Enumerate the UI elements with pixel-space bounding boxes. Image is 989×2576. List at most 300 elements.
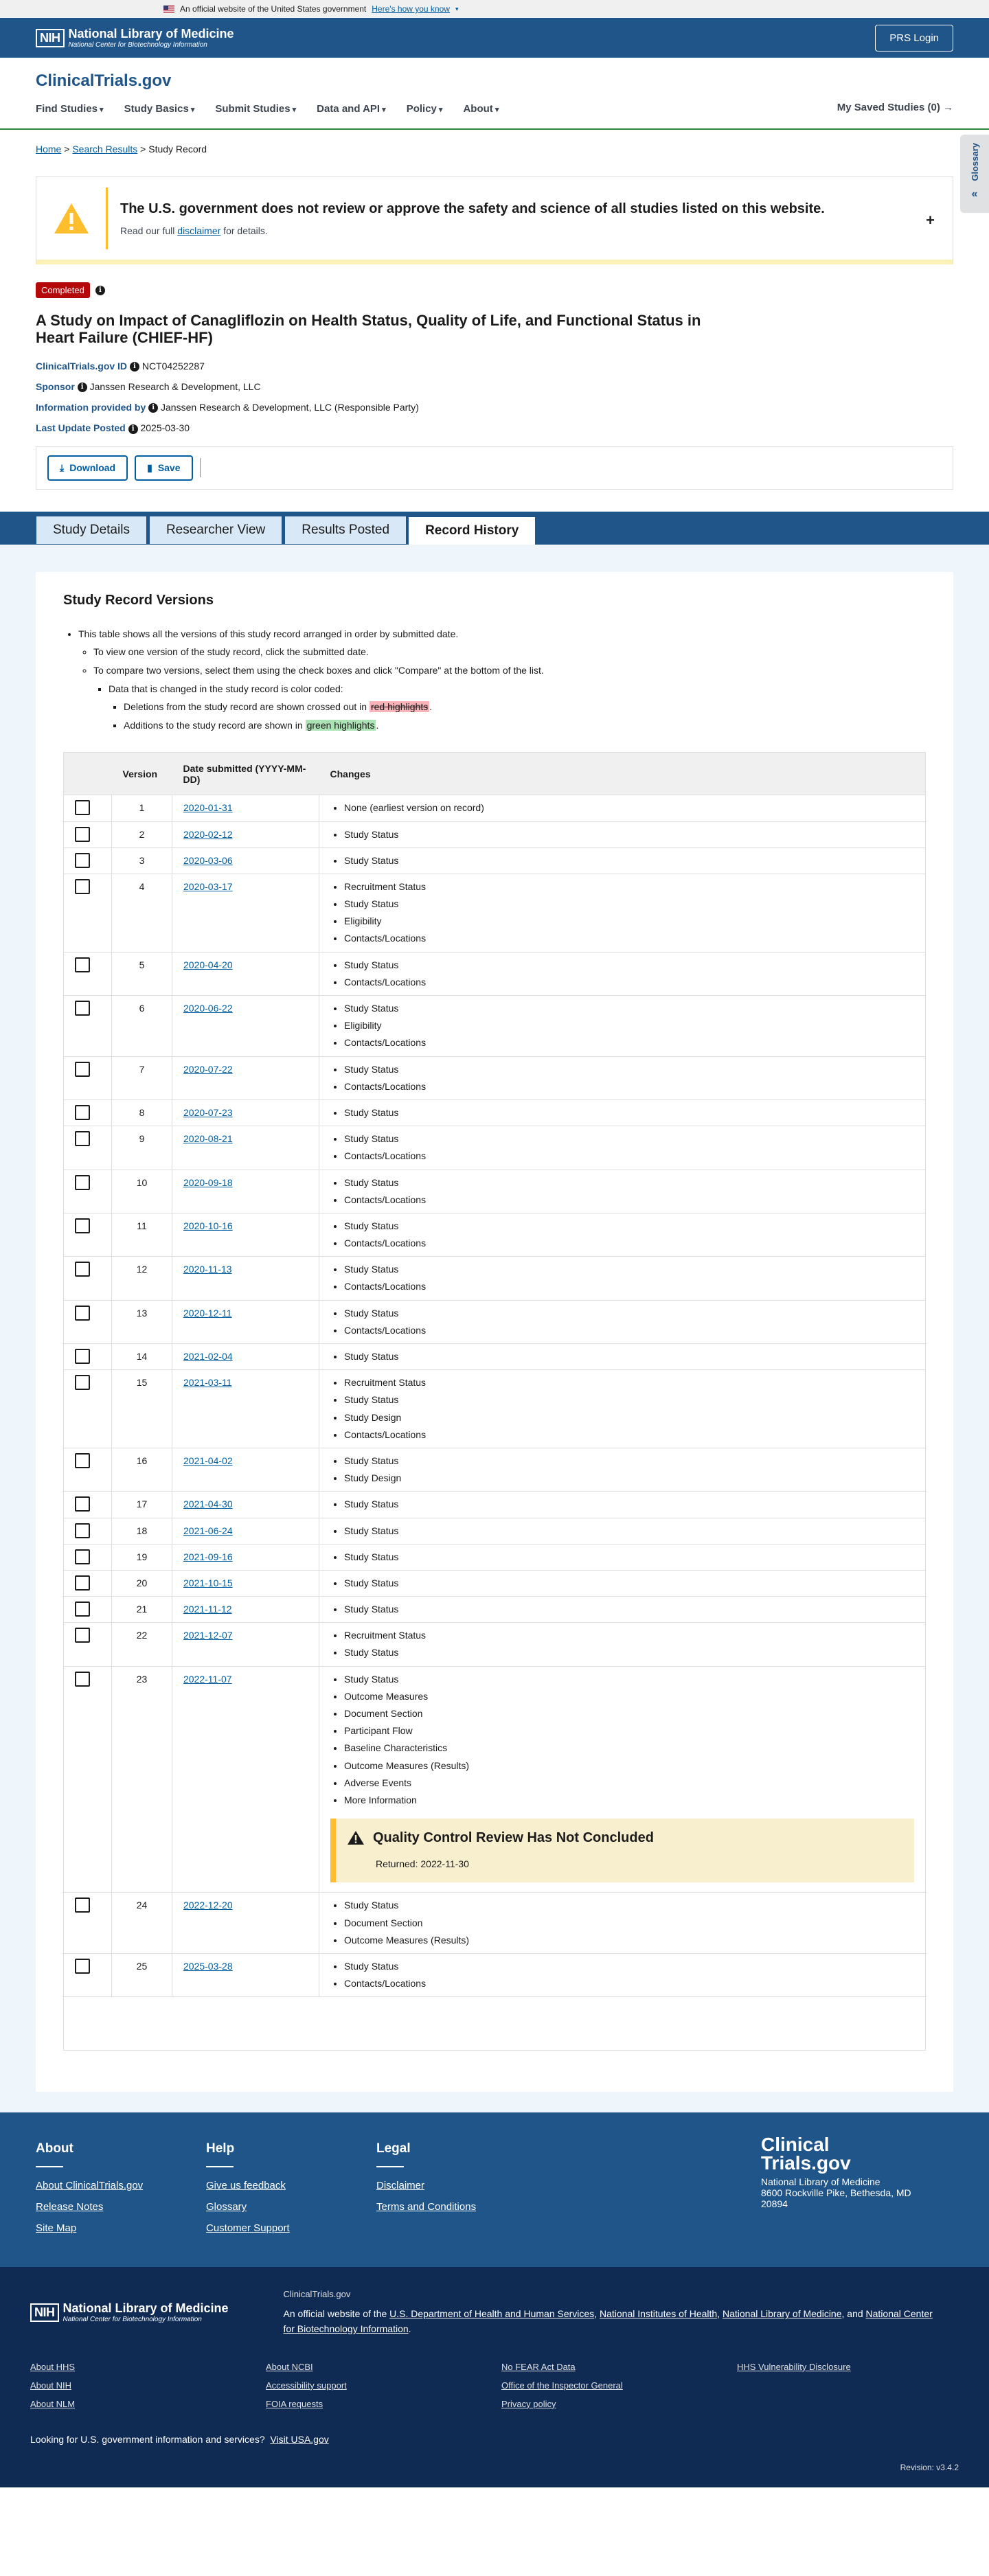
version-checkbox[interactable] [75, 1628, 90, 1643]
version-checkbox[interactable] [75, 1959, 90, 1974]
tab-record-history[interactable]: Record History [409, 514, 535, 545]
qc-title-row [347, 1825, 903, 1850]
footer-ct-logo[interactable] [761, 2136, 940, 2172]
changes-cell [319, 1099, 926, 1126]
changes-cell [319, 1448, 926, 1491]
version-date-link[interactable]: 2025-03-28 [183, 1960, 233, 1972]
version-checkbox[interactable] [75, 1602, 90, 1617]
download-label: Download [69, 462, 116, 474]
table-row [64, 821, 926, 847]
additions-text: Additions to the study record are shown in [124, 719, 306, 731]
clinicaltrials-logo[interactable]: ClinicalTrials.gov [36, 71, 172, 90]
intro-item-deletions: ▪ Deletions from the study record are shown crossed out in red highlights . [124, 698, 926, 716]
version-date-link[interactable]: 2021-02-04 [183, 1351, 233, 1363]
version-checkbox[interactable] [75, 1453, 90, 1468]
changes-cell [319, 1170, 926, 1213]
change-item: • Outcome Measures [344, 1688, 914, 1705]
change-item: • None (earliest version on record) [344, 799, 914, 817]
divider [200, 458, 201, 477]
breadcrumb-current: Study Record [148, 144, 207, 155]
version-number: 18 [112, 1518, 172, 1544]
change-item: • Study Design [344, 1409, 914, 1426]
version-number: 19 [112, 1544, 172, 1570]
table-row [64, 1893, 926, 1954]
ncbi-link[interactable]: National Center for Biotechnology Information [283, 2308, 933, 2335]
version-number: 9 [112, 1126, 172, 1170]
version-date-link[interactable]: 2021-12-07 [183, 1630, 233, 1641]
version-number: 20 [112, 1570, 172, 1596]
version-number: 15 [112, 1370, 172, 1448]
tab-study-details[interactable]: Study Details [36, 516, 147, 545]
version-checkbox[interactable] [75, 853, 90, 868]
heres-how-you-know-link[interactable]: Here's how you know [372, 4, 450, 14]
versions-heading: Study Record Versions [63, 592, 214, 608]
change-item: • More Information [344, 1792, 914, 1809]
change-item: • Study Status [344, 1305, 914, 1322]
date-cell [172, 874, 319, 952]
download-button[interactable] [47, 455, 128, 481]
version-date-link[interactable]: 2020-10-16 [183, 1220, 233, 1231]
footer-lower-link[interactable]: HHS Vulnerability Disclosure [737, 2361, 851, 2372]
prs-login-button[interactable]: PRS Login [875, 25, 953, 52]
changes-list [330, 1496, 914, 1513]
status-badge: Completed [36, 282, 90, 298]
saved-label: My Saved Studies (0) [837, 102, 940, 113]
footer-link[interactable]: Site Map [36, 2222, 77, 2235]
select-cell [64, 1257, 112, 1300]
alert-text-post: for details. [220, 225, 268, 236]
version-date-link[interactable]: 2020-03-06 [183, 854, 233, 866]
version-number: 3 [112, 847, 172, 874]
version-date-link[interactable]: 2021-11-12 [183, 1604, 232, 1615]
change-item: • Study Status [344, 1348, 914, 1365]
change-item: • Contacts/Locations [344, 1078, 914, 1095]
version-date-link[interactable]: 2021-04-30 [183, 1498, 233, 1510]
table-footer [64, 1997, 926, 2051]
page-area [0, 545, 989, 2113]
changes-list [330, 1374, 914, 1444]
change-item: • Study Status [344, 826, 914, 843]
changes-list [330, 1627, 914, 1661]
breadcrumb-search-results[interactable]: Search Results [72, 144, 138, 155]
changes-cell [319, 1056, 926, 1099]
table-row [64, 996, 926, 1057]
changes-list [330, 1104, 914, 1121]
footer-lower [0, 2267, 989, 2487]
select-cell [64, 1623, 112, 1666]
version-checkbox[interactable] [75, 879, 90, 894]
desc-and: and [847, 2308, 866, 2320]
version-date-link[interactable]: 2021-03-11 [183, 1377, 232, 1389]
date-cell [172, 1492, 319, 1518]
nav-study-basics[interactable]: Study Basics ▾ [124, 103, 195, 115]
select-cell [64, 1544, 112, 1570]
change-item: • Contacts/Locations [344, 930, 914, 947]
nih-mark: NIH [30, 2303, 59, 2322]
alert-text-pre: Read our full [120, 225, 178, 236]
version-date-link[interactable]: 2020-11-13 [183, 1264, 232, 1275]
version-checkbox[interactable] [75, 1062, 90, 1077]
changes-cell [319, 821, 926, 847]
hhs-link[interactable]: U.S. Department of Health and Human Services [389, 2308, 595, 2320]
changes-list [330, 1452, 914, 1487]
version-date-link[interactable]: 2021-10-15 [183, 1577, 233, 1588]
date-cell [172, 1623, 319, 1666]
warning-icon [36, 187, 108, 249]
arrow-right-icon: → [943, 102, 953, 113]
glossary-tab[interactable] [960, 135, 989, 213]
red-highlight-sample: red highlights [370, 701, 429, 713]
select-cell [64, 874, 112, 952]
date-cell [172, 1126, 319, 1170]
changes-cell [319, 1492, 926, 1518]
table-row [64, 1448, 926, 1491]
change-item: • Contacts/Locations [344, 1278, 914, 1295]
footer-lower-link[interactable]: About HHS [30, 2361, 76, 2372]
table-row [64, 1344, 926, 1370]
table-row [64, 1570, 926, 1596]
tab-results-posted[interactable]: Results Posted [284, 516, 407, 545]
version-date-link[interactable]: 2021-06-24 [183, 1525, 233, 1536]
version-checkbox[interactable] [75, 1131, 90, 1146]
version-checkbox[interactable] [75, 1496, 90, 1512]
change-item: • Contacts/Locations [344, 1148, 914, 1165]
changes-cell [319, 952, 926, 995]
breadcrumb: Home > Search Results > Study Record [36, 144, 207, 155]
nav-data-and-api[interactable]: Data and API ▾ [317, 103, 386, 115]
version-checkbox[interactable] [75, 800, 90, 815]
nav-about[interactable]: About ▾ [463, 103, 499, 115]
status-row [36, 282, 953, 298]
version-number: 23 [112, 1666, 172, 1893]
meta-sponsor [36, 381, 953, 392]
table-header-row [64, 753, 926, 795]
table-row [64, 1370, 926, 1448]
disclaimer-link[interactable]: disclaimer [177, 225, 221, 236]
changes-list [330, 1523, 914, 1540]
version-number: 24 [112, 1893, 172, 1954]
changes-cell [319, 1570, 926, 1596]
changes-cell [319, 874, 926, 952]
footer-nih-logo[interactable] [30, 2288, 229, 2337]
footer-address-1: National Library of Medicine [761, 2176, 880, 2188]
revision-text: Revision: v3.4.2 [900, 2463, 959, 2473]
expand-plus-icon[interactable]: + [926, 212, 935, 229]
footer-link[interactable]: Give us feedback [206, 2180, 286, 2192]
change-item: • Study Status [344, 1601, 914, 1618]
version-date-link[interactable]: 2020-03-17 [183, 880, 233, 892]
footer-link[interactable]: About ClinicalTrials.gov [36, 2180, 144, 2192]
info-value: Janssen Research & Development, LLC (Responsible Party) [161, 402, 419, 413]
footer-legal [376, 2141, 547, 2267]
table-row [64, 1170, 926, 1213]
version-date-link[interactable]: 2021-04-02 [183, 1455, 233, 1466]
select-cell [64, 1300, 112, 1343]
change-item: • Study Status [344, 1261, 914, 1278]
change-item: • Study Status [344, 896, 914, 913]
version-checkbox[interactable] [75, 1218, 90, 1233]
changes-cell [319, 1300, 926, 1343]
divider [376, 2166, 404, 2167]
version-date-link[interactable]: 2020-08-21 [183, 1133, 233, 1145]
changes-cell [319, 1344, 926, 1370]
changes-cell [319, 996, 926, 1057]
date-cell [172, 1953, 319, 1996]
breadcrumb-home[interactable]: Home [36, 144, 62, 155]
version-number: 1 [112, 795, 172, 821]
col-version: Version [112, 753, 172, 795]
table-row [64, 795, 926, 821]
changes-cell [319, 1518, 926, 1544]
footer-about-heading: About [36, 2141, 73, 2156]
version-checkbox[interactable] [75, 1349, 90, 1364]
nlm-link[interactable]: National Library of Medicine [722, 2308, 842, 2320]
date-cell [172, 1099, 319, 1126]
nih-logo[interactable] [36, 27, 234, 49]
select-cell [64, 1170, 112, 1213]
version-number: 6 [112, 996, 172, 1057]
green-highlight-sample: green highlights [306, 719, 375, 731]
table-row [64, 1056, 926, 1099]
version-checkbox[interactable] [75, 1001, 90, 1016]
version-number: 11 [112, 1213, 172, 1256]
footer-main [0, 2112, 989, 2267]
ncbi-name: National Center for Biotechnology Information [68, 41, 207, 49]
changes-list [330, 852, 914, 869]
change-item: • Study Status [344, 1523, 914, 1540]
select-cell [64, 1056, 112, 1099]
version-checkbox[interactable] [75, 1549, 90, 1564]
change-item: • Study Status [344, 1061, 914, 1078]
changes-list [330, 1000, 914, 1052]
table-row [64, 1300, 926, 1343]
select-cell [64, 996, 112, 1057]
changes-list [330, 1174, 914, 1209]
tab-researcher-view[interactable]: Researcher View [149, 516, 282, 545]
info-icon[interactable]: i [148, 403, 158, 413]
version-checkbox[interactable] [75, 827, 90, 842]
select-cell [64, 1492, 112, 1518]
intro-item: • This table shows all the versions of this study record arranged in order by submitted date. [78, 625, 926, 643]
footer-link[interactable]: Release Notes [36, 2201, 104, 2213]
version-number: 2 [112, 821, 172, 847]
version-date-link[interactable]: 2021-09-16 [183, 1551, 233, 1562]
version-date-link[interactable]: 2020-06-22 [183, 1003, 233, 1014]
footer-link[interactable]: Disclaimer [376, 2180, 425, 2192]
nav-submit-studies[interactable]: Submit Studies ▾ [215, 103, 296, 115]
changes-list [330, 1061, 914, 1095]
save-button[interactable] [135, 455, 192, 481]
nav-find-studies[interactable]: Find Studies ▾ [36, 103, 104, 115]
footer-lower-link[interactable]: No FEAR Act Data [501, 2361, 576, 2372]
col-select [64, 753, 112, 795]
nlm-header [0, 18, 989, 58]
date-cell [172, 952, 319, 995]
info-icon[interactable]: i [130, 362, 139, 372]
footer-link[interactable]: Glossary [206, 2201, 247, 2213]
footer-lower-link[interactable]: About NLM [30, 2398, 76, 2409]
qc-title: Quality Control Review Has Not Concluded [373, 1830, 654, 1846]
version-checkbox[interactable] [75, 1306, 90, 1321]
select-cell [64, 1518, 112, 1544]
nav-policy[interactable]: Policy ▾ [407, 103, 443, 115]
study-meta [36, 361, 953, 434]
version-number: 22 [112, 1623, 172, 1666]
version-date-link[interactable]: 2020-09-18 [183, 1176, 233, 1188]
nih-link[interactable]: National Institutes of Health [599, 2308, 718, 2320]
version-number: 13 [112, 1300, 172, 1343]
info-icon[interactable]: i [95, 286, 105, 295]
footer-lower-link[interactable]: Accessibility support [266, 2380, 347, 2391]
footer-lower-link[interactable]: About NCBI [266, 2361, 313, 2372]
table-row [64, 1213, 926, 1256]
meta-id [36, 361, 953, 372]
version-checkbox[interactable] [75, 1672, 90, 1687]
change-item: • Document Section [344, 1705, 914, 1722]
footer-address-3: 20894 [761, 2198, 788, 2210]
changes-list [330, 826, 914, 843]
table-row [64, 1099, 926, 1126]
change-item: • Outcome Measures (Results) [344, 1932, 914, 1949]
change-item: • Contacts/Locations [344, 1975, 914, 1992]
version-checkbox[interactable] [75, 957, 90, 972]
change-item: • Recruitment Status [344, 1627, 914, 1644]
date-cell [172, 1570, 319, 1596]
versions-table [63, 752, 926, 2051]
nih-mark: NIH [36, 29, 65, 47]
changes-list [330, 878, 914, 948]
footer-ct-label: ClinicalTrials.gov [283, 2289, 351, 2300]
info-icon[interactable]: i [78, 383, 87, 392]
version-checkbox[interactable] [75, 1897, 90, 1913]
changes-list [330, 1897, 914, 1949]
date-cell [172, 1257, 319, 1300]
footer-link[interactable]: Customer Support [206, 2222, 290, 2235]
footer-address-2: 8600 Rockville Pike, Bethesda, MD [761, 2187, 911, 2199]
change-item: • Study Status [344, 1671, 914, 1688]
table-row [64, 1518, 926, 1544]
changes-cell [319, 1597, 926, 1623]
info-label: Information provided by [36, 402, 146, 413]
deletions-text: Deletions from the study record are shown crossed out in [124, 701, 370, 713]
version-date-link[interactable]: 2020-12-11 [183, 1307, 232, 1319]
footer-lower-empty [737, 2399, 973, 2409]
change-item: • Adverse Events [344, 1775, 914, 1792]
footer-help-heading: Help [206, 2141, 235, 2156]
date-cell [172, 1448, 319, 1491]
table-row [64, 874, 926, 952]
select-cell [64, 821, 112, 847]
version-date-link[interactable]: 2020-02-12 [183, 828, 233, 840]
changes-list [330, 1671, 914, 1810]
alert-text [120, 225, 825, 236]
date-cell [172, 1370, 319, 1448]
version-date-link[interactable]: 2020-07-23 [183, 1106, 233, 1118]
version-number: 10 [112, 1170, 172, 1213]
footer-lower-link[interactable]: FOIA requests [266, 2398, 323, 2409]
version-number: 21 [112, 1597, 172, 1623]
changes-list [330, 1601, 914, 1618]
version-date-link[interactable]: 2022-11-07 [183, 1673, 232, 1685]
footer-link[interactable]: Terms and Conditions [376, 2201, 477, 2213]
updated-value: 2025-03-30 [140, 422, 190, 434]
version-number: 5 [112, 952, 172, 995]
version-date-link[interactable]: 2022-12-20 [183, 1900, 233, 1911]
nlm-name: National Library of Medicine [62, 2301, 229, 2316]
change-item: • Study Status [344, 1575, 914, 1592]
footer-lower-link[interactable]: Privacy policy [501, 2398, 556, 2409]
intro-item: ◦ To compare two versions, select them using the check boxes and click "Compare" at the bottom of the list. [93, 661, 926, 680]
footer-lower-link[interactable]: About NIH [30, 2380, 71, 2391]
nlm-name: National Library of Medicine [68, 27, 234, 41]
logo-line1: Clinical [761, 2134, 830, 2156]
change-item: • Study Status [344, 1130, 914, 1148]
us-flag-icon [163, 5, 174, 13]
version-checkbox[interactable] [75, 1105, 90, 1120]
disclaimer-alert [36, 176, 953, 264]
changes-cell [319, 1370, 926, 1448]
version-checkbox[interactable] [75, 1523, 90, 1538]
change-item: • Eligibility [344, 1017, 914, 1034]
select-cell [64, 1213, 112, 1256]
footer-legal-heading: Legal [376, 2141, 411, 2156]
version-date-link[interactable]: 2020-01-31 [183, 802, 233, 814]
change-item: • Study Design [344, 1470, 914, 1487]
intro-list [63, 625, 926, 735]
changes-cell [319, 1623, 926, 1666]
table-row [64, 1544, 926, 1570]
changes-cell [319, 1544, 926, 1570]
ct-header [0, 58, 989, 130]
version-number: 8 [112, 1099, 172, 1126]
changes-list [330, 1218, 914, 1252]
glossary-label: Glossary [969, 143, 980, 181]
change-item: • Contacts/Locations [344, 1192, 914, 1209]
change-item: • Baseline Characteristics [344, 1740, 914, 1757]
warning-icon [347, 1830, 365, 1845]
my-saved-studies-link[interactable] [837, 102, 953, 113]
select-cell [64, 1126, 112, 1170]
table-row [64, 1492, 926, 1518]
changes-list [330, 1130, 914, 1165]
date-cell [172, 1518, 319, 1544]
footer-lower-empty [737, 2380, 973, 2391]
date-cell [172, 795, 319, 821]
footer-lower-links [30, 2362, 959, 2409]
version-checkbox[interactable] [75, 1375, 90, 1390]
usa-gov-link[interactable]: Visit USA.gov [270, 2433, 329, 2445]
version-date-link[interactable]: 2020-07-22 [183, 1063, 233, 1075]
change-item: • Document Section [344, 1915, 914, 1932]
changes-cell [319, 1953, 926, 1996]
version-checkbox[interactable] [75, 1175, 90, 1190]
select-cell [64, 1666, 112, 1893]
date-cell [172, 996, 319, 1057]
save-label: Save [157, 462, 181, 474]
changes-cell [319, 1257, 926, 1300]
change-item: • Study Status [344, 1218, 914, 1235]
change-item: • Contacts/Locations [344, 1426, 914, 1444]
date-cell [172, 1344, 319, 1370]
footer-lower-link[interactable]: Office of the Inspector General [501, 2380, 623, 2391]
intro-item: ◦ To view one version of the study record, click the submitted date. [93, 643, 926, 661]
version-checkbox[interactable] [75, 1262, 90, 1277]
version-checkbox[interactable] [75, 1575, 90, 1591]
meta-updated [36, 422, 953, 433]
version-date-link[interactable]: 2020-04-20 [183, 959, 233, 970]
info-icon[interactable]: i [128, 424, 138, 434]
date-cell [172, 1666, 319, 1893]
